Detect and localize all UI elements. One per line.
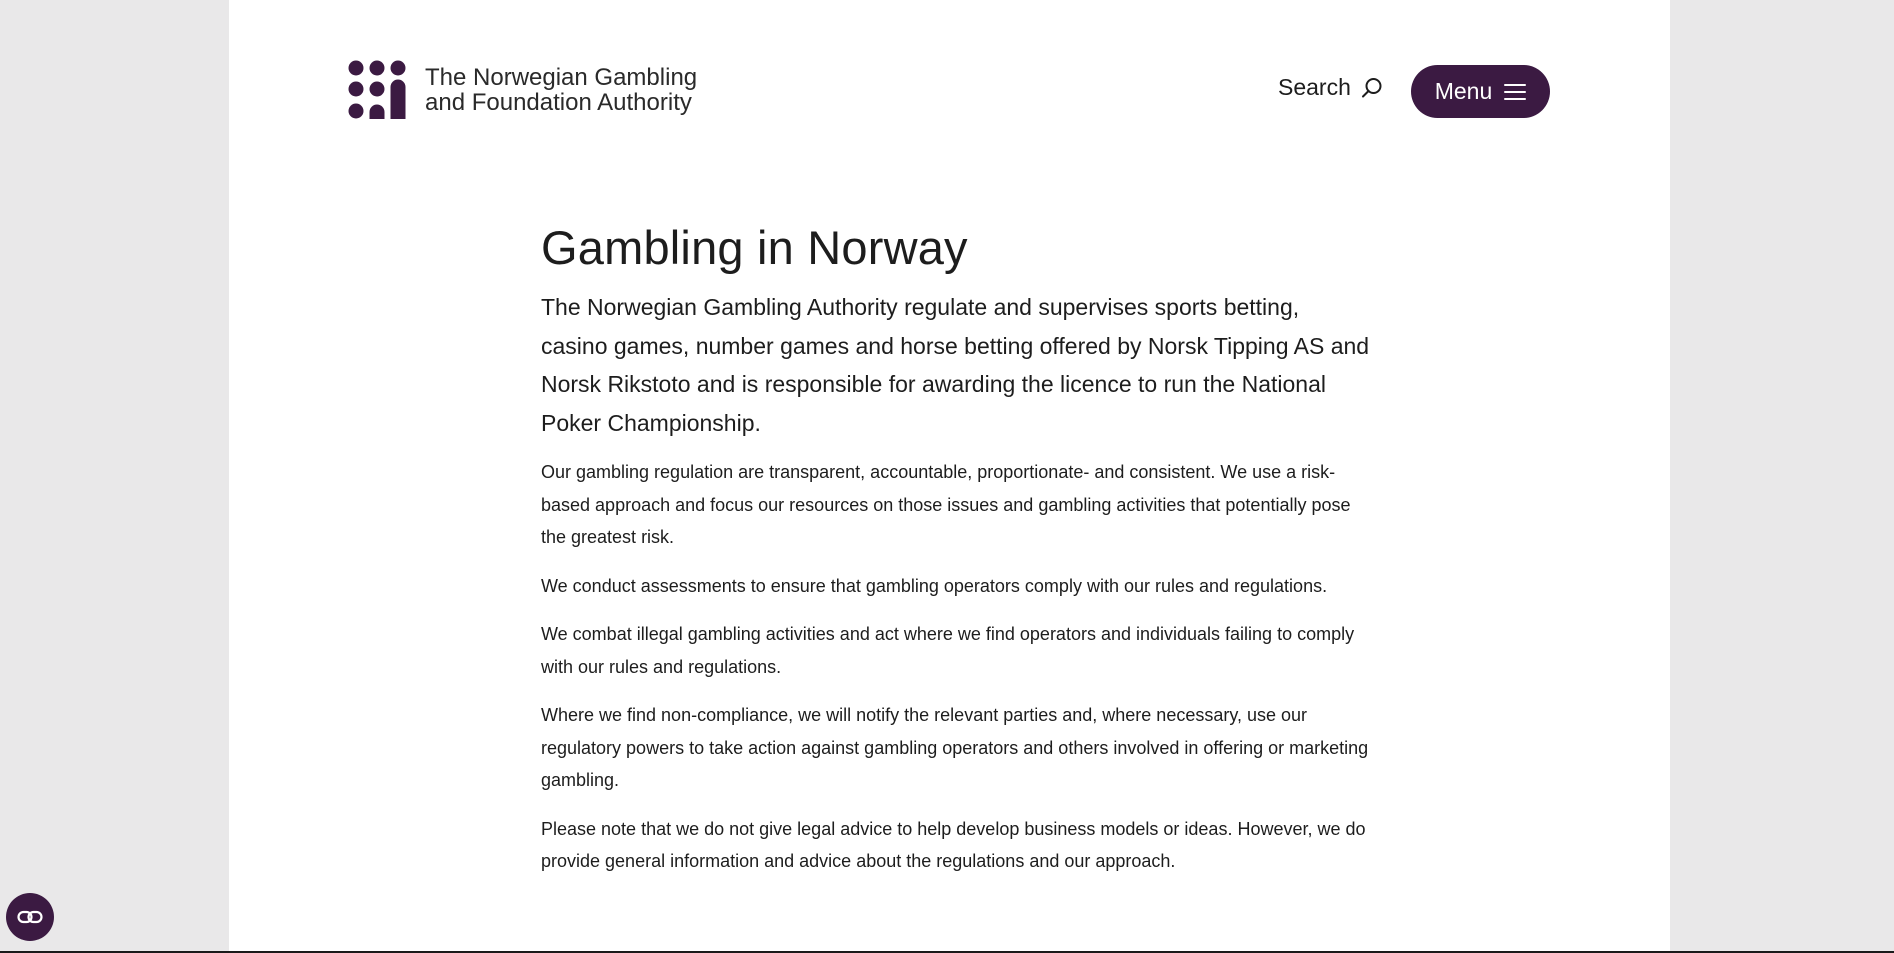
lead-paragraph: The Norwegian Gambling Authority regulate and supervises sports betting, casino games, number games and horse betting offered by Norsk Tipping AS and Norsk Rikstoto and is responsible for awarding the licence to run the National Poker Championship. [541,294,1370,436]
logo-text [425,65,697,115]
menu-label: Menu [1434,78,1493,104]
page-title: Gambling in Norway [541,221,968,274]
logo-text-line1: The Norwegian Gambling [425,64,698,91]
accessibility-floating-button[interactable] [6,893,54,941]
body-paragraph: We conduct assessments to ensure that gambling operators comply with our rules and regulations. [541,575,1328,596]
logo-text-line2: and Foundation Authority [425,89,692,116]
page-container [229,0,1670,951]
logo-dots-mark-icon [348,60,406,120]
link-icon [17,910,43,924]
body-paragraph: Please note that we do not give legal advice to help develop business models or ideas. However, we do provide general information and advice about the regulations and our approach. [541,818,1366,871]
search-button[interactable] [1278,74,1383,101]
search-icon [1361,77,1383,99]
search-label: Search [1278,74,1351,100]
main-content [541,220,1371,878]
body-paragraph: Our gambling regulation are transparent, accountable, proportionate- and consistent. We use a risk-based approach and focus our resources on those issues and gambling activities that potentially pose the greatest risk. [541,462,1351,547]
menu-button[interactable] [1411,65,1550,118]
body-paragraph: Where we find non-compliance, we will notify the relevant parties and, where necessary, use our regulatory powers to take action against gambling operators and others involved in offering or marketing gambling. [541,705,1369,790]
hamburger-icon [1504,83,1526,101]
site-logo-link[interactable] [348,60,697,120]
body-paragraph: We combat illegal gambling activities and act where we find operators and individuals failing to comply with our rules and regulations. [541,624,1355,677]
